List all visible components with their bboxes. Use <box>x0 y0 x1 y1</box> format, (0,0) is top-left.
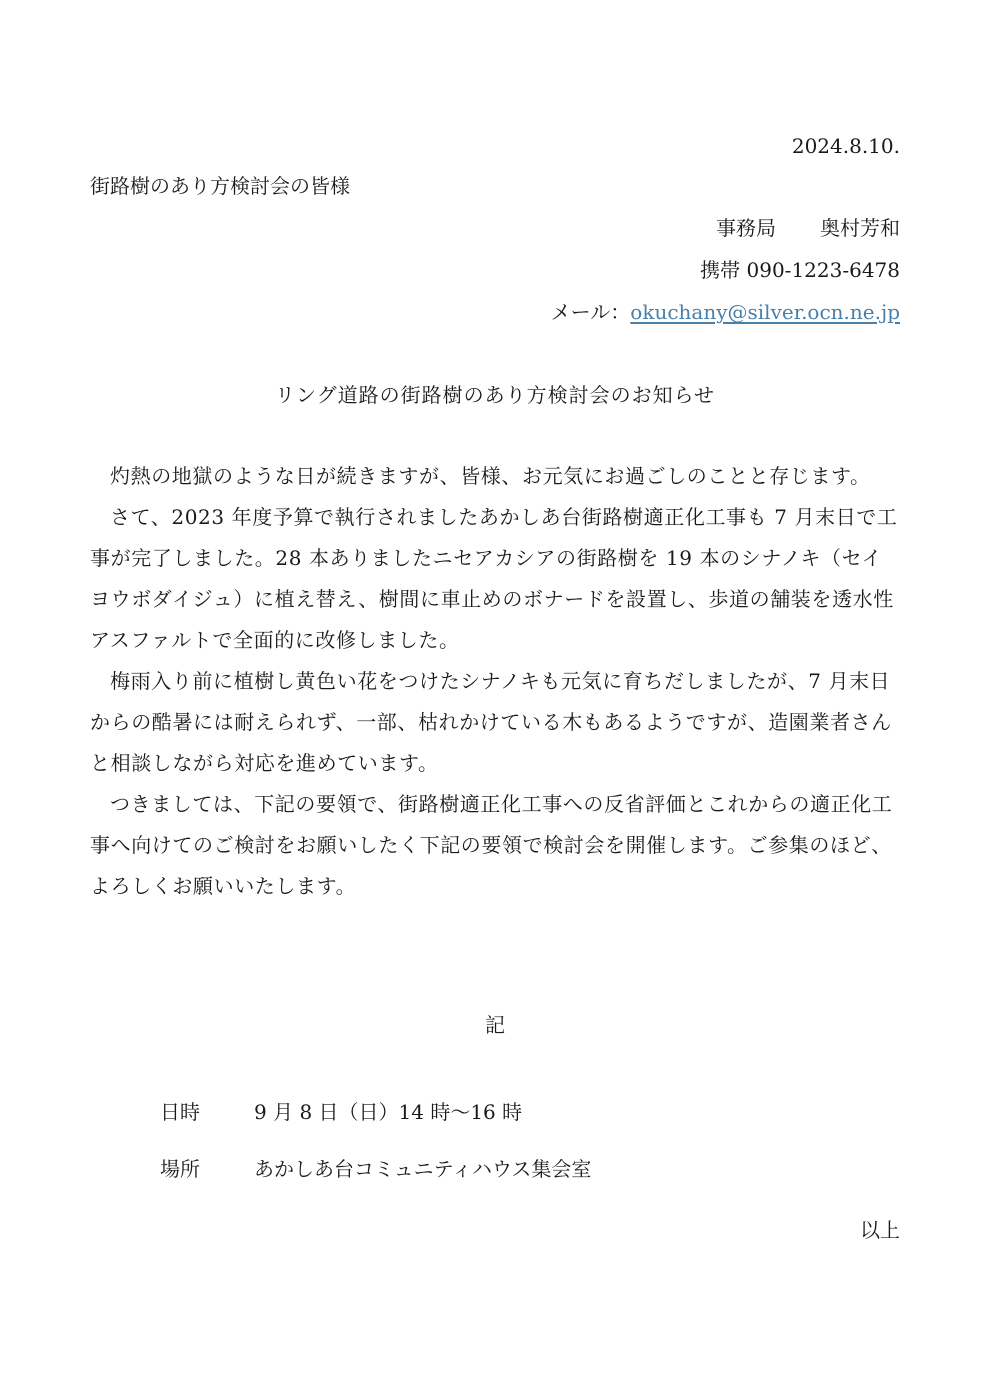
meeting-place-value: あかしあ台コミュニティハウス集会室 <box>254 1157 592 1181</box>
paragraph-greeting: 灼熱の地獄のような日が続きますが、皆様、お元気にお過ごしのことと存じます。 <box>110 464 871 488</box>
email-link[interactable]: okuchany@silver.ocn.ne.jp <box>630 300 900 324</box>
sender-name: 奥村芳和 <box>820 216 900 240</box>
sender-email-line <box>551 298 900 326</box>
notice-body <box>90 456 902 907</box>
sender-phone: 携帯 090-1223-6478 <box>700 258 900 282</box>
meeting-place-label: 場所 <box>160 1157 200 1181</box>
paragraph-invitation: つきましては、下記の要領で、街路樹適正化工事への反省評価とこれからの適正化工事へ向けてのご検討をお願いしたく下記の要領で検討会を開催します。ご参集のほど、よろしくお願いいたします。 <box>90 792 893 898</box>
email-label: メール： <box>550 300 631 324</box>
meeting-date-value: 9 月 8 日（日）14 時～16 時 <box>254 1100 523 1124</box>
sender-office: 事務局 <box>716 216 776 240</box>
addressee: 街路樹のあり方検討会の皆様 <box>90 174 350 198</box>
meeting-date-row <box>160 1098 522 1126</box>
sender-line <box>716 214 900 242</box>
notice-title: リング道路の街路樹のあり方検討会のお知らせ <box>275 383 715 407</box>
closing-ijou: 以上 <box>860 1218 900 1242</box>
meeting-place-row <box>160 1155 591 1183</box>
ki-heading: 記 <box>485 1013 505 1037</box>
meeting-date-label: 日時 <box>160 1100 200 1124</box>
document-date: 2024.8.10. <box>791 134 900 158</box>
paragraph-tree-condition: 梅雨入り前に植樹し黄色い花をつけたシナノキも元気に育ちだしましたが、7 月末日からの酷暑には耐えられず、一部、枯れかけている木もあるようですが、造園業者さんと相談しながら対応を進めています。 <box>90 669 892 775</box>
paragraph-construction: さて、2023 年度予算で執行されましたあかしあ台街路樹適正化工事も 7 月末日で工事が完了しました。28 本ありましたニセアカシアの街路樹を 19 本のシナノキ（セイヨウボダイジュ）に植え替え、樹間に車止めのボナードを設置し、歩道の舗装を透水性アスファルトで全面的に改修しました。 <box>90 505 898 652</box>
